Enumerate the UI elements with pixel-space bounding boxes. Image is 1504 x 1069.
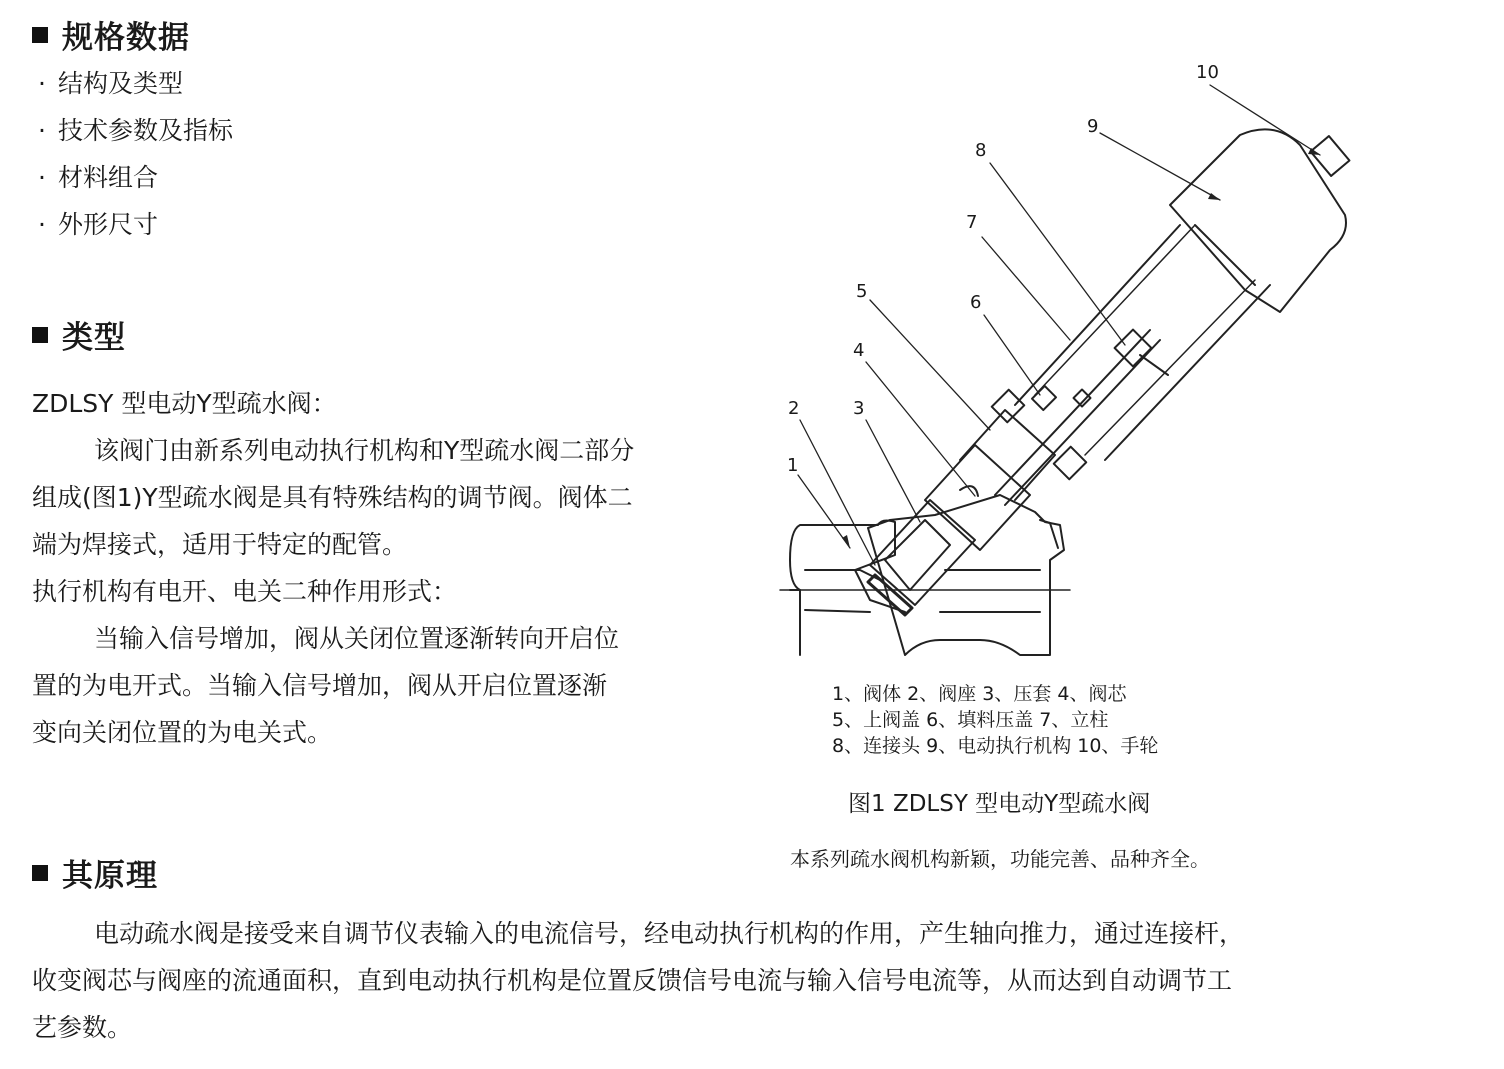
principle-paragraph-line: 艺参数。 <box>32 1013 133 1042</box>
type-paragraph-line: 该阀门由新系列电动执行机构和Y型疏水阀二部分 <box>94 436 635 465</box>
spec-list-item: · 技术参数及指标 <box>38 116 234 145</box>
pillar-lines <box>1015 225 1270 460</box>
principle-paragraph-line: 收变阀芯与阀座的流通面积，直到电动执行机构是位置反馈信号电流与输入信号电流等，从而达到自动调节工 <box>32 966 1233 995</box>
actuator-housing <box>1170 129 1346 312</box>
spec-list-item: · 材料组合 <box>38 163 159 192</box>
gland-bolt <box>1074 390 1091 407</box>
figure-caption: 图1 ZDLSY 型电动Y型疏水阀 <box>848 791 1151 817</box>
section-spec-title: 规格数据 <box>62 20 190 56</box>
leader-lines <box>798 85 1320 565</box>
figure-label-7: 7 <box>966 212 978 233</box>
square-bullet-icon <box>32 865 48 881</box>
type-paragraph-line: 变向关闭位置的为电关式。 <box>32 718 333 747</box>
spec-list-item: · 结构及类型 <box>38 69 184 98</box>
square-bullet-icon <box>32 327 48 343</box>
type-paragraph-line: 执行机构有电开、电关二种作用形式： <box>32 577 458 606</box>
legend-line: 1、阀体 2、阀座 3、压套 4、阀芯 <box>832 683 1127 705</box>
section-type-heading <box>32 312 126 357</box>
section-spec-heading <box>32 12 190 57</box>
type-paragraph-line: 端为焊接式，适用于特定的配管。 <box>32 530 408 559</box>
figure-label-4: 4 <box>853 340 865 361</box>
figure-label-9: 9 <box>1087 116 1099 137</box>
square-bullet-icon <box>32 27 48 43</box>
type-paragraph-line: 当输入信号增加，阀从关闭位置逐渐转向开启位 <box>94 624 620 653</box>
figure-label-5: 5 <box>856 281 868 302</box>
figure-note: 本系列疏水阀机构新颖，功能完善、品种齐全。 <box>790 847 1210 871</box>
section-type-body <box>32 380 634 756</box>
valve-body-outline <box>790 495 1064 655</box>
section-type-title: 类型 <box>62 320 126 356</box>
valve-stem <box>995 330 1160 505</box>
packing-nut-left <box>992 390 1025 423</box>
valve-diagram <box>760 55 1380 675</box>
figure-label-1: 1 <box>787 455 799 476</box>
figure-legend <box>832 681 1158 759</box>
packing-nut-right <box>1054 447 1087 480</box>
section-principle-heading <box>32 850 158 895</box>
figure-label-8: 8 <box>975 140 987 161</box>
flow-passage-bottom <box>805 610 870 612</box>
figure-label-2: 2 <box>788 398 800 419</box>
bonnet-assembly <box>925 410 1055 550</box>
legend-line: 5、上阀盖 6、填料压盖 7、立柱 <box>832 709 1109 731</box>
figure-label-10: 10 <box>1196 62 1219 83</box>
principle-paragraph-line: 电动疏水阀是接受来自调节仪表输入的电流信号，经电动执行机构的作用，产生轴向推力，通过连接杆， <box>94 919 1245 948</box>
type-paragraph-line: ZDLSY 型电动Y型疏水阀： <box>32 389 337 418</box>
figure-label-3: 3 <box>853 398 865 419</box>
legend-line: 8、连接头 9、电动执行机构 10、手轮 <box>832 735 1159 757</box>
spec-list-item: · 外形尺寸 <box>38 210 159 239</box>
section-principle-title: 其原理 <box>62 858 158 894</box>
type-paragraph-line: 置的为电开式。当输入信号增加，阀从开启位置逐渐 <box>32 671 608 700</box>
figure-label-6: 6 <box>970 292 982 313</box>
type-paragraph-line: 组成(图1)Y型疏水阀是具有特殊结构的调节阀。阀体二 <box>32 483 633 512</box>
flow-passage-top <box>805 570 880 580</box>
section-principle-body <box>32 910 1244 1051</box>
